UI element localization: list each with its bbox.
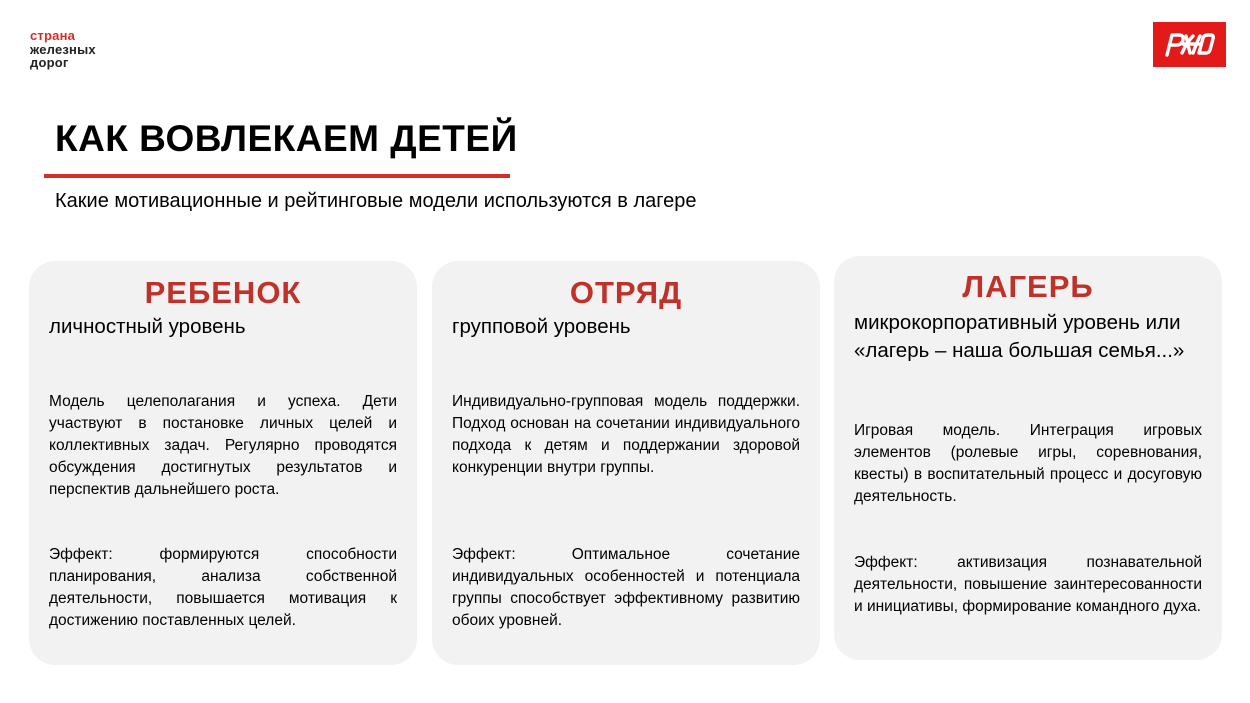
card-child	[29, 261, 417, 665]
page-title: КАК ВОВЛЕКАЕМ ДЕТЕЙ	[55, 118, 518, 159]
card-effect: Эффект: Оптимальное сочетание индивидуальных особенностей и потенциала группы способствует эффективному развитию обоих уровней.	[452, 546, 800, 629]
card-heading: ЛАГЕРЬ	[962, 269, 1094, 304]
rzd-logo	[1153, 22, 1226, 67]
card-level: личностный уровень	[49, 315, 246, 338]
card-camp	[834, 256, 1222, 660]
brand-line-2: железных	[30, 41, 96, 57]
card-description: Модель целеполагания и успеха. Дети участвуют в постановке личных целей и коллективных задач. Регулярно проводятся обсуждения достигнутых результатов и перспектив дальнейшего роста.	[49, 393, 397, 498]
card-squad	[432, 261, 820, 665]
card-heading: ОТРЯД	[569, 275, 683, 310]
rzd-logo-mark	[1153, 22, 1226, 67]
page-subtitle: Какие мотивационные и рейтинговые модели используются в лагере	[55, 190, 697, 212]
card-effect: Эффект: формируются способности планирования, анализа собственной деятельности, повышается мотивация к достижению поставленных целей.	[49, 546, 397, 629]
brand-line-3: дорог	[30, 55, 69, 70]
title-underline	[44, 174, 510, 178]
brand-wordmark	[30, 29, 96, 70]
card-description: Игровая модель. Интеграция игровых элементов (ролевые игры, соревнования, квесты) в воспитательный процесс и досуговую деятельность.	[854, 422, 1202, 505]
brand-line-1: страна	[30, 28, 76, 43]
card-heading: РЕБЕНОК	[144, 275, 302, 310]
card-level: микрокорпоративный уровень или «лагерь – наша большая семья...»	[854, 311, 1185, 362]
card-effect: Эффект: активизация познавательной деятельности, повышение заинтересованности и инициативы, формирование командного духа.	[854, 554, 1202, 615]
card-level: групповой уровень	[452, 315, 631, 338]
card-description: Индивидуально-групповая модель поддержки. Подход основан на сочетании индивидуального подхода к детям и поддержании здоровой конкуренции внутри группы.	[452, 393, 800, 476]
